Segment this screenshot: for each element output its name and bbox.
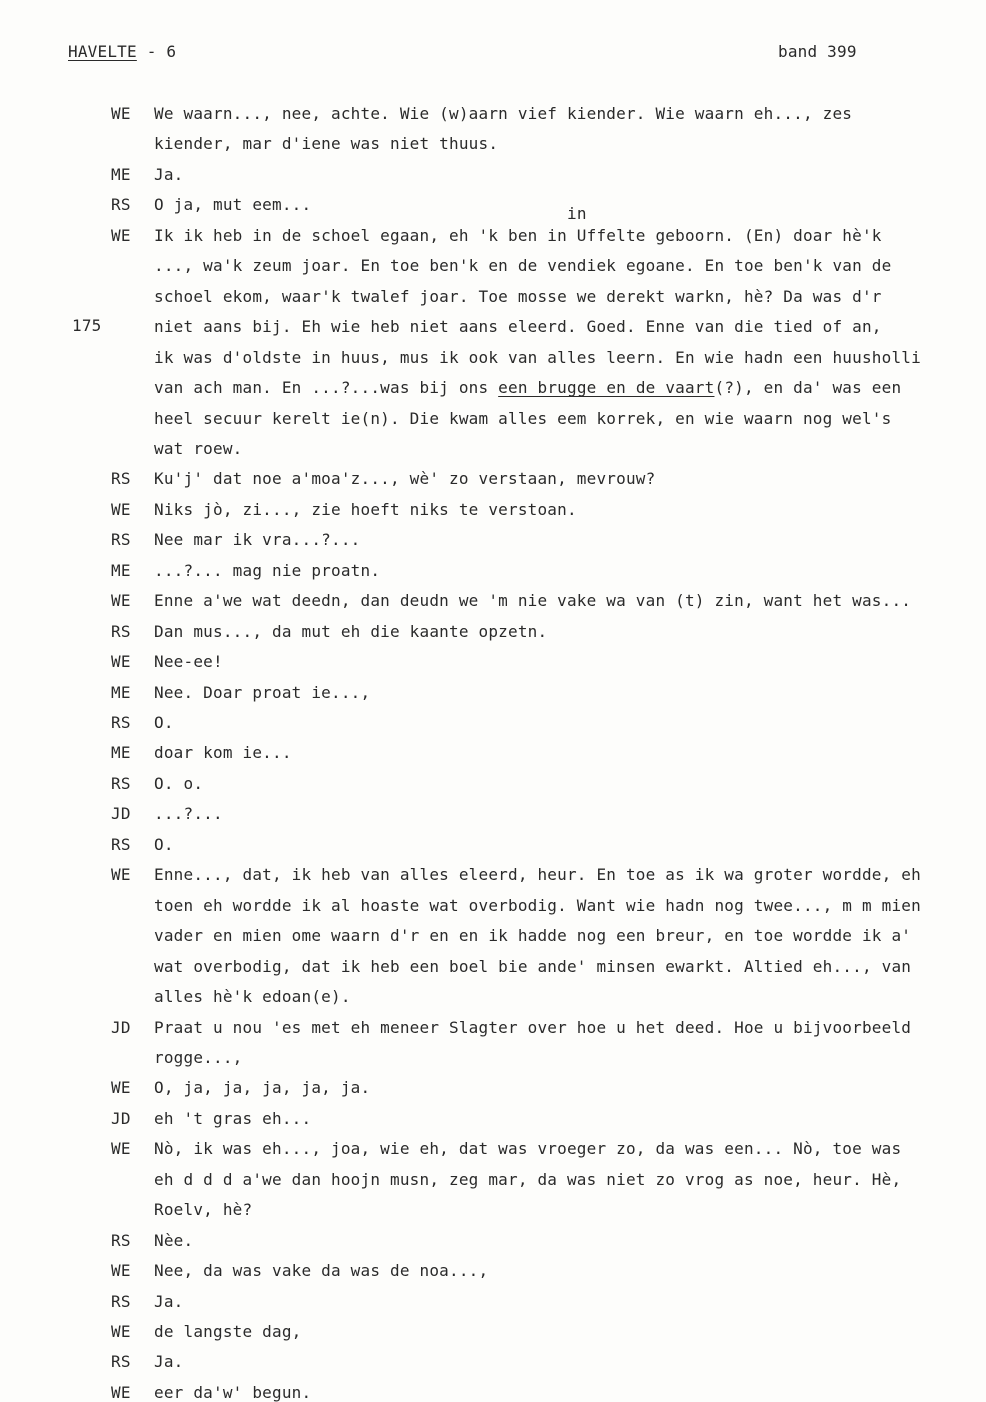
transcript-line bbox=[154, 287, 882, 306]
speaker-label: WE bbox=[111, 865, 131, 884]
line-text: Enne a'we wat deedn, dan deudn we 'm nie vake wa van (t) zin, want het was... bbox=[154, 591, 912, 610]
speaker-label: JD bbox=[111, 1018, 131, 1037]
line-text: Enne..., dat, ik heb van alles eleerd, heur. En toe as ik wa groter wordde, eh bbox=[154, 865, 921, 884]
line-text: Ja. bbox=[154, 165, 184, 184]
transcript-line bbox=[154, 378, 901, 397]
line-text: Niks jò, zi..., zie hoeft niks te verstoan. bbox=[154, 500, 577, 519]
transcript-line bbox=[154, 1018, 911, 1037]
transcript-line bbox=[154, 409, 891, 428]
speaker-label: WE bbox=[111, 1383, 131, 1402]
transcript-line bbox=[154, 987, 351, 1006]
transcript-line bbox=[154, 683, 370, 702]
line-text: Nee, da was vake da was de noa..., bbox=[154, 1261, 489, 1280]
speaker-label: JD bbox=[111, 804, 131, 823]
transcript-line bbox=[154, 348, 921, 367]
line-text: Dan mus..., da mut eh die kaante opzetn. bbox=[154, 622, 548, 641]
line-text: Roelv, hè? bbox=[154, 1200, 253, 1219]
line-text: toen eh wordde ik al hoaste wat overbodig. Want wie hadn nog twee..., m m mien bbox=[154, 896, 921, 915]
speaker-label: RS bbox=[111, 835, 131, 854]
transcript-line bbox=[154, 835, 174, 854]
speaker-label: RS bbox=[111, 622, 131, 641]
line-text: alles hè'k edoan(e). bbox=[154, 987, 351, 1006]
line-text: ...?... bbox=[154, 804, 223, 823]
line-text-continued: (?), en da' was een bbox=[714, 378, 902, 397]
speaker-label: ME bbox=[111, 165, 131, 184]
line-text: ik was d'oldste in huus, mus ik ook van alles leern. En wie hadn een huusholli bbox=[154, 348, 921, 367]
speaker-label: WE bbox=[111, 226, 131, 245]
speaker-label: RS bbox=[111, 713, 131, 732]
speaker-label: JD bbox=[111, 1109, 131, 1128]
transcript-line bbox=[154, 530, 361, 549]
line-text: de langste dag, bbox=[154, 1322, 302, 1341]
line-text: niet aans bij. Eh wie heb niet aans eleerd. Goed. Enne van die tied of an, bbox=[154, 317, 882, 336]
transcript-line bbox=[154, 104, 852, 123]
line-number-margin: 175 bbox=[72, 316, 102, 335]
line-text: Ja. bbox=[154, 1292, 184, 1311]
speaker-label: ME bbox=[111, 561, 131, 580]
speaker-label: WE bbox=[111, 1078, 131, 1097]
transcript-line bbox=[154, 713, 174, 732]
transcript-line bbox=[154, 134, 498, 153]
line-text: Nee-ee! bbox=[154, 652, 223, 671]
transcript-line bbox=[154, 591, 911, 610]
speaker-label: WE bbox=[111, 500, 131, 519]
speaker-label: RS bbox=[111, 1352, 131, 1371]
speaker-label: WE bbox=[111, 1261, 131, 1280]
line-text: eh 't gras eh... bbox=[154, 1109, 312, 1128]
transcript-line bbox=[154, 804, 223, 823]
speaker-label: WE bbox=[111, 1139, 131, 1158]
transcript-line bbox=[154, 1322, 302, 1341]
transcript-line bbox=[154, 317, 882, 336]
line-text: schoel ekom, waar'k twalef joar. Toe mosse we derekt warkn, hè? Da was d'r bbox=[154, 287, 882, 306]
transcript-line bbox=[154, 1231, 193, 1250]
line-text: Nee mar ik vra...?... bbox=[154, 530, 361, 549]
underlined-phrase: een brugge en de vaart bbox=[498, 378, 715, 397]
line-text: Ja. bbox=[154, 1352, 184, 1371]
line-text: Nò, ik was eh..., joa, wie eh, dat was vroeger zo, da was een... Nò, toe was bbox=[154, 1139, 902, 1158]
transcript-line bbox=[154, 865, 921, 884]
line-text: ..., wa'k zeum joar. En toe ben'k en de vendiek egoane. En toe ben'k van de bbox=[154, 256, 892, 275]
transcript-line bbox=[154, 256, 891, 275]
line-text: doar kom ie... bbox=[154, 743, 292, 762]
line-text: wat roew. bbox=[154, 439, 243, 458]
transcript-line bbox=[154, 622, 547, 641]
transcript-line bbox=[154, 1383, 311, 1402]
speaker-label: RS bbox=[111, 1292, 131, 1311]
transcript-line bbox=[154, 226, 882, 245]
speaker-label: WE bbox=[111, 104, 131, 123]
line-text: wat overbodig, dat ik heb een boel bie ande' minsen ewarkt. Altied eh..., van bbox=[154, 957, 912, 976]
transcript-line bbox=[154, 1261, 488, 1280]
transcript-line bbox=[154, 165, 184, 184]
speaker-label: ME bbox=[111, 743, 131, 762]
line-text: O. o. bbox=[154, 774, 204, 793]
speaker-label: WE bbox=[111, 591, 131, 610]
transcript-line bbox=[154, 1078, 370, 1097]
line-text: Praat u nou 'es met eh meneer Slagter over hoe u het deed. Hoe u bijvoorbeeld bbox=[154, 1018, 912, 1037]
transcript-line bbox=[154, 774, 203, 793]
line-text: van ach man. En ...?...was bij ons bbox=[154, 378, 499, 397]
line-text: ...?... mag nie proatn. bbox=[154, 561, 381, 580]
transcript-line bbox=[154, 743, 292, 762]
transcript-line bbox=[154, 1109, 311, 1128]
speaker-label: RS bbox=[111, 774, 131, 793]
transcript-line bbox=[154, 1292, 184, 1311]
page-header-title bbox=[68, 42, 176, 61]
transcript-line bbox=[154, 957, 911, 976]
transcript-line bbox=[154, 1170, 901, 1189]
line-text: O, ja, ja, ja, ja, ja. bbox=[154, 1078, 371, 1097]
speaker-label: RS bbox=[111, 195, 131, 214]
transcript-line bbox=[154, 1139, 901, 1158]
transcript-line bbox=[154, 469, 655, 488]
transcript-line bbox=[154, 1200, 252, 1219]
band-number: band 399 bbox=[778, 42, 857, 61]
transcript-line bbox=[154, 896, 921, 915]
speaker-label: WE bbox=[111, 1322, 131, 1341]
speaker-label: RS bbox=[111, 469, 131, 488]
line-text: Ik ik heb in de schoel egaan, eh 'k ben in Uffelte geboorn. (En) doar hè'k bbox=[154, 226, 882, 245]
transcript-line bbox=[154, 1048, 243, 1067]
line-text: rogge..., bbox=[154, 1048, 243, 1067]
transcript-line bbox=[154, 561, 380, 580]
line-text: Nèe. bbox=[154, 1231, 194, 1250]
transcript-line bbox=[154, 652, 223, 671]
line-text: eh d d d a'we dan hoojn musn, zeg mar, da was niet zo vrog as noe, heur. Hè, bbox=[154, 1170, 902, 1189]
line-text: We waarn..., nee, achte. Wie (w)aarn vief kiender. Wie waarn eh..., zes bbox=[154, 104, 853, 123]
line-text: vader en mien ome waarn d'r en en ik hadde nog een breur, en toe wordde ik a' bbox=[154, 926, 912, 945]
handwritten-insertion: in bbox=[567, 204, 587, 223]
speaker-label: WE bbox=[111, 652, 131, 671]
transcript-line bbox=[154, 500, 577, 519]
line-text: O. bbox=[154, 713, 174, 732]
transcript-line bbox=[154, 439, 243, 458]
line-text: O ja, mut eem... bbox=[154, 195, 312, 214]
transcript-line bbox=[154, 195, 311, 214]
speaker-label: ME bbox=[111, 683, 131, 702]
line-text: eer da'w' begun. bbox=[154, 1383, 312, 1402]
speaker-label: RS bbox=[111, 530, 131, 549]
transcript-line bbox=[154, 926, 911, 945]
transcript-line bbox=[154, 1352, 184, 1371]
location-title: HAVELTE bbox=[68, 42, 137, 61]
line-text: Nee. Doar proat ie..., bbox=[154, 683, 371, 702]
page-number: - 6 bbox=[146, 42, 177, 61]
speaker-label: RS bbox=[111, 1231, 131, 1250]
line-text: heel secuur kerelt ie(n). Die kwam alles eem korrek, en wie waarn nog wel's bbox=[154, 409, 892, 428]
line-text: O. bbox=[154, 835, 174, 854]
line-text: Ku'j' dat noe a'moa'z..., wè' zo verstaan, mevrouw? bbox=[154, 469, 656, 488]
line-text: kiender, mar d'iene was niet thuus. bbox=[154, 134, 499, 153]
